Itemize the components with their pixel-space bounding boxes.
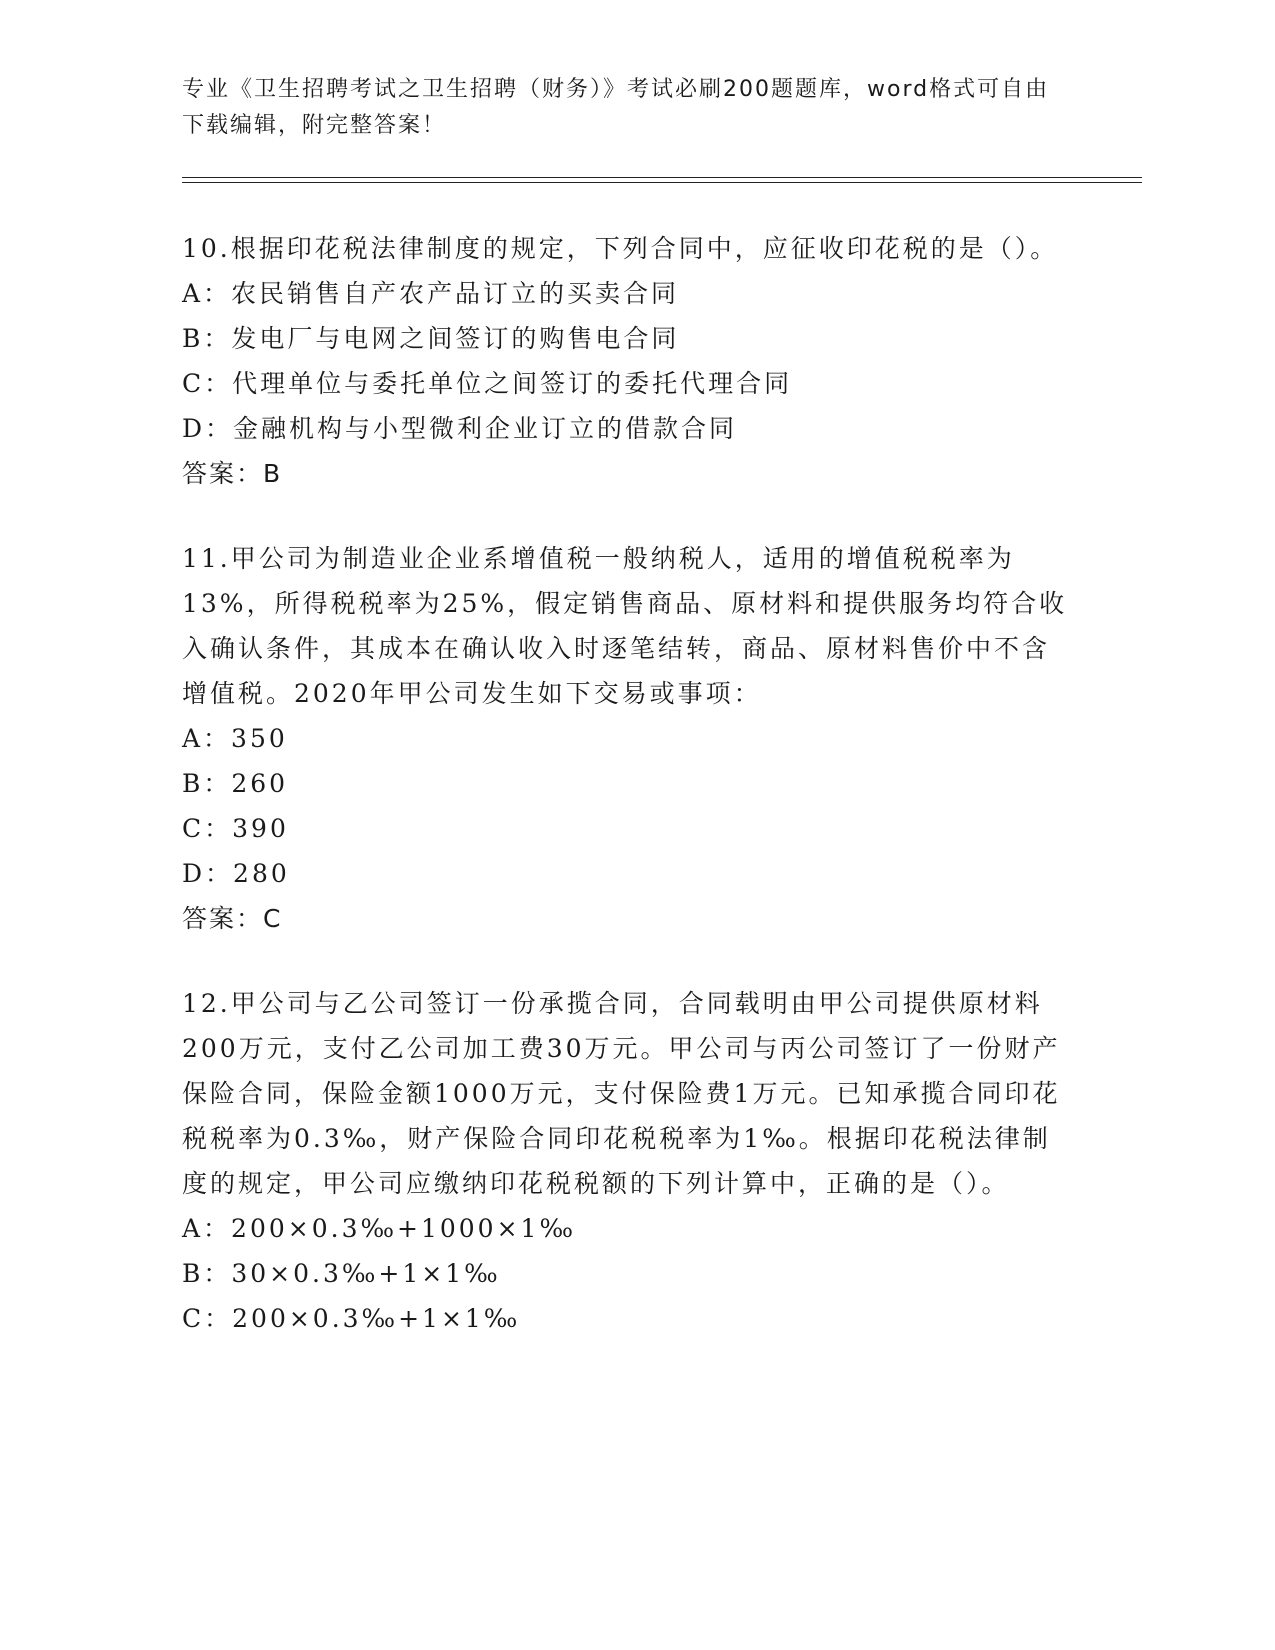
option-c: C：390 xyxy=(182,814,289,843)
question-text: 11.甲公司为制造业企业系增值税一般纳税人，适用的增值税税率为13%，所得税税率为25%，假定销售商品、原材料和提供服务均符合收入确认条件，其成本在确认收入时逐笔结转，商品、原材料售价中不含增值税。2020年甲公司发生如下交易或事项： xyxy=(182,544,1068,708)
answer: 答案：C xyxy=(182,904,283,933)
question-10 xyxy=(182,226,1072,496)
option-b: B：30×0.3‰+1×1‰ xyxy=(182,1259,501,1288)
option-a: A：350 xyxy=(182,724,288,753)
option-b: B：260 xyxy=(182,769,289,798)
question-12 xyxy=(182,981,1072,1341)
option-d: D：280 xyxy=(182,859,290,888)
question-text: 12.甲公司与乙公司签订一份承揽合同，合同载明由甲公司提供原材料200万元，支付乙公司加工费30万元。甲公司与丙公司签订了一份财产保险合同，保险金额1000万元，支付保险费1万元。已知承揽合同印花税税率为0.3‰，财产保险合同印花税税率为1‰。根据印花税法律制度的规定，甲公司应缴纳印花税税额的下列计算中，正确的是（）。 xyxy=(182,989,1061,1198)
header-title: 专业《卫生招聘考试之卫生招聘（财务）》考试必刷200题题库，word格式可自由下载编辑，附完整答案！ xyxy=(182,77,1050,138)
option-d: D：金融机构与小型微利企业订立的借款合同 xyxy=(182,414,738,443)
question-text: 10.根据印花税法律制度的规定，下列合同中，应征收印花税的是（）。 xyxy=(182,234,1059,263)
option-c: C：代理单位与委托单位之间签订的委托代理合同 xyxy=(182,369,793,398)
option-a: A：农民销售自产农产品订立的买卖合同 xyxy=(182,279,680,308)
header-divider-top xyxy=(182,177,1142,178)
question-11 xyxy=(182,536,1072,941)
header-divider-bottom xyxy=(182,182,1142,183)
option-b: B：发电厂与电网之间签订的购售电合同 xyxy=(182,324,680,353)
option-a: A：200×0.3‰+1000×1‰ xyxy=(182,1214,576,1243)
document-header xyxy=(182,72,1062,144)
question-list xyxy=(182,226,1072,1381)
option-c: C：200×0.3‰+1×1‰ xyxy=(182,1304,521,1333)
answer: 答案：B xyxy=(182,459,283,488)
